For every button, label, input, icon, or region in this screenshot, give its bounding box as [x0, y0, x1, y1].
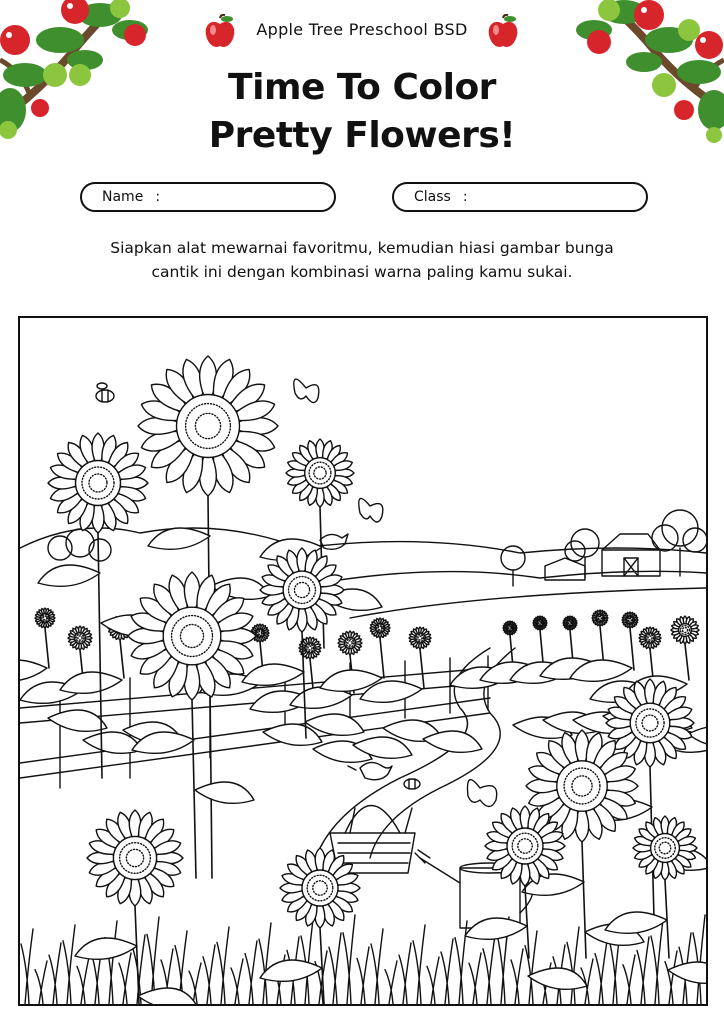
tree: [565, 529, 599, 578]
class-field[interactable]: [392, 182, 648, 212]
butterfly: [294, 379, 319, 402]
grass-blade: [399, 943, 411, 1004]
grass-blade: [651, 919, 663, 1004]
instructions-line-2: cantik ini dengan kombinasi warna paling kamu sukai.: [151, 263, 573, 281]
grass-blade: [77, 957, 89, 1004]
class-colon: :: [462, 189, 468, 205]
coloring-picture-frame: [18, 316, 708, 1006]
apple-icon: [486, 14, 520, 50]
grass-blade: [665, 951, 677, 1004]
school-name: Apple Tree Preschool BSD: [256, 20, 468, 39]
grass-blade: [203, 945, 215, 1004]
bee: [96, 383, 114, 402]
bird: [348, 762, 392, 779]
grass-blade: [637, 937, 649, 1004]
butterfly: [359, 498, 383, 522]
grass-blade: [469, 953, 481, 1004]
barn: [545, 534, 660, 580]
butterfly: [468, 780, 497, 807]
grass-blade: [371, 929, 383, 1004]
bird: [320, 534, 348, 549]
grass-blade: [413, 925, 425, 1004]
grass-blade: [231, 959, 243, 1004]
grass-blade: [49, 943, 61, 1004]
grass-blade: [329, 933, 341, 1004]
grass-blade: [567, 927, 579, 1004]
title-line-1: Time To Color: [228, 67, 496, 108]
sunflower-field-coloring-picture: [20, 318, 706, 1004]
name-colon: :: [155, 189, 161, 205]
field-line: [350, 588, 706, 618]
page-title: [0, 64, 724, 160]
grass-blade: [21, 929, 33, 1004]
class-label: Class: [414, 189, 451, 205]
grass-blade: [63, 925, 75, 1004]
grass-blade: [35, 961, 47, 1004]
grass-blade: [693, 915, 705, 1004]
name-field[interactable]: [80, 182, 336, 212]
grass-blade: [483, 935, 495, 1004]
grass-blade: [525, 931, 537, 1004]
grass-blade: [259, 923, 271, 1004]
grass-blade: [245, 941, 257, 1004]
name-label: Name: [102, 189, 144, 205]
grass-blade: [105, 921, 117, 1004]
bee: [404, 779, 420, 789]
grass-blade: [217, 927, 229, 1004]
grass-blade: [427, 957, 439, 1004]
grass-blade: [511, 949, 523, 1004]
title-line-2: Pretty Flowers!: [208, 115, 516, 156]
grass-blade: [623, 955, 635, 1004]
instructions-line-1: Siapkan alat mewarnai favoritmu, kemudian hiasi gambar bunga: [110, 239, 614, 257]
grass-blade: [357, 947, 369, 1004]
sunflower: [75, 810, 197, 1004]
grass-blade: [455, 921, 467, 1004]
grass-blade: [343, 915, 355, 1004]
grass-blade: [385, 961, 397, 1004]
instructions: [60, 236, 664, 284]
grass-blade: [119, 953, 131, 1004]
sunflower: [20, 608, 107, 731]
grass-blade: [595, 941, 607, 1004]
grass-blade: [441, 939, 453, 1004]
